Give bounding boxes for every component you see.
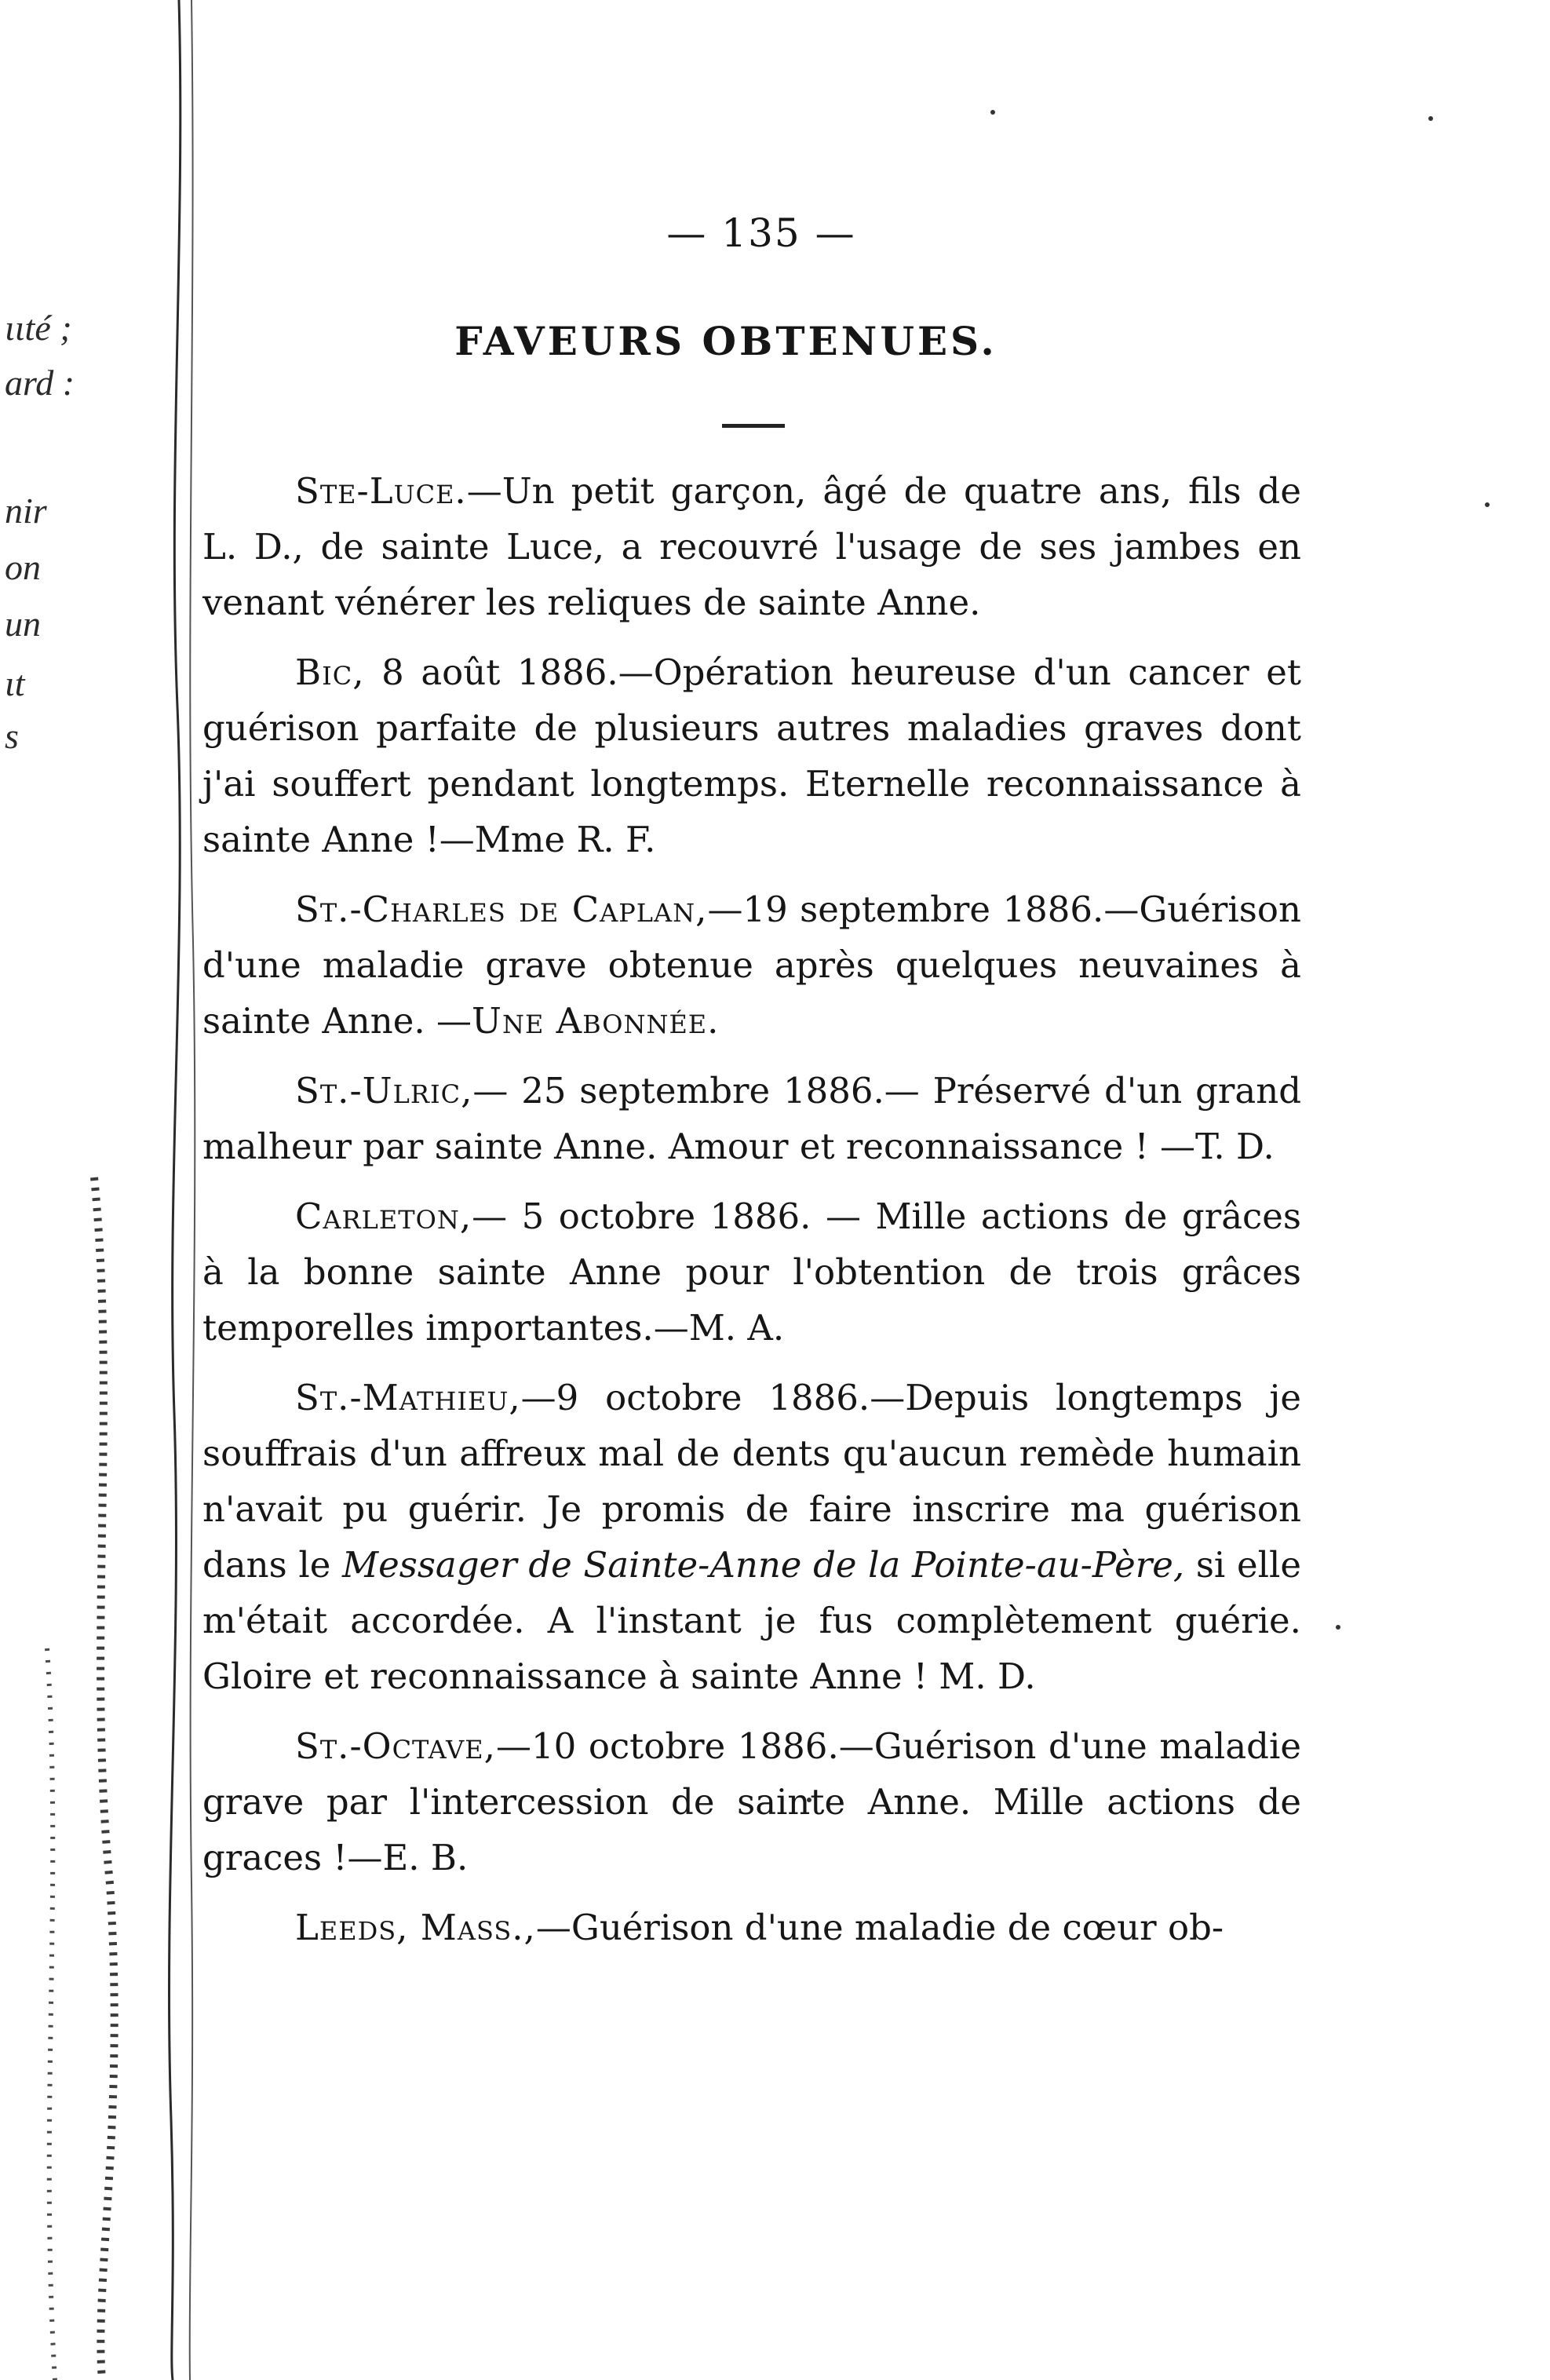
gutter-fragment: ιt — [5, 663, 25, 703]
gutter-fragments — [0, 0, 181, 2380]
entries-list — [202, 463, 1301, 1969]
entry-place: St.-Octave, — [295, 1725, 496, 1767]
entry-text: —19 septembre 1886.—Guérison d'une maladie grave obtenue après quelques neuvaines à sainte Anne. — — [202, 889, 1301, 1042]
entry-st-charles-de-caplan — [202, 882, 1301, 1049]
print-speck — [1485, 502, 1490, 507]
entry-place: Leeds, Mass., — [295, 1907, 536, 1948]
gutter-fragment: s — [5, 716, 19, 756]
gutter-fragment: ιιté ; — [5, 308, 72, 348]
entry-text: —9 octobre 1886.—Depuis longtemps je souffrais d'un affreux mal de dents qu'aucun remède humain n'avait pu guérir. Je promis de faire inscrire ma guérison dans le — [202, 1377, 1301, 1586]
entry-text: —Guérison d'une maladie de cœur ob- — [535, 1907, 1224, 1948]
print-speck — [1336, 1625, 1340, 1630]
entry-text: — 5 octobre 1886. — Mille actions de grâces à la bonne sainte Anne pour l'obtention de trois grâces temporelles importantes.—M. A. — [202, 1195, 1301, 1349]
title-rule — [722, 424, 785, 428]
gutter-fragment: nir — [5, 491, 47, 531]
entry-bic — [202, 644, 1301, 867]
entry-ste-luce — [202, 463, 1301, 630]
gutter-fragment: un — [5, 604, 41, 644]
entry-place: Ste-Luce. — [295, 470, 467, 512]
entry-text: 8 août 1886.—Opération heureuse d'un cancer et guérison parfaite de plusieurs autres maladies graves dont j'ai souffert pendant longtemps. Eternelle reconnaissance à sainte Anne !—Mme R. F. — [202, 652, 1301, 860]
entry-text: —10 octobre 1886.—Guérison d'une maladie grave par l'intercession de sainte Anne. Mille actions de graces !—E. B. — [202, 1725, 1301, 1878]
entry-signature: Une Abonnée. — [472, 1000, 720, 1042]
entry-leeds-mass — [202, 1900, 1301, 1955]
entry-st-mathieu — [202, 1370, 1301, 1704]
page-number: — 135 — — [666, 210, 856, 256]
gutter-fragment: ard : — [5, 363, 75, 403]
entry-place: St.-Ulric, — [295, 1070, 473, 1112]
entry-carleton — [202, 1188, 1301, 1356]
entry-italic-title: Messager de Sainte-Anne de la Pointe-au-Père, — [342, 1544, 1185, 1586]
gutter-fragment: on — [5, 547, 41, 587]
entry-place: Bic, — [295, 652, 365, 693]
print-speck — [990, 110, 995, 115]
section-title: FAVEURS OBTENUES. — [454, 318, 997, 364]
entry-place: St.-Mathieu, — [295, 1377, 521, 1418]
entry-st-ulric — [202, 1063, 1301, 1174]
entry-place: Carleton, — [295, 1195, 472, 1237]
entry-st-octave — [202, 1718, 1301, 1885]
entry-text: si elle m'était accordée. A l'instant je fus complètement guérie. Gloire et reconnaissance à sainte Anne ! M. D. — [202, 1544, 1302, 1697]
entry-text: — 25 septembre 1886.— Préservé d'un grand malheur par sainte Anne. Amour et reconnaissance ! —T. D. — [202, 1070, 1301, 1167]
print-speck — [1428, 116, 1433, 121]
entry-place: St.-Charles de Caplan, — [295, 889, 708, 930]
entry-text: —Un petit garçon, âgé de quatre ans, fils de L. D., de sainte Luce, a recouvré l'usage de ses jambes en venant vénérer les reliques de sainte Anne. — [202, 470, 1301, 623]
